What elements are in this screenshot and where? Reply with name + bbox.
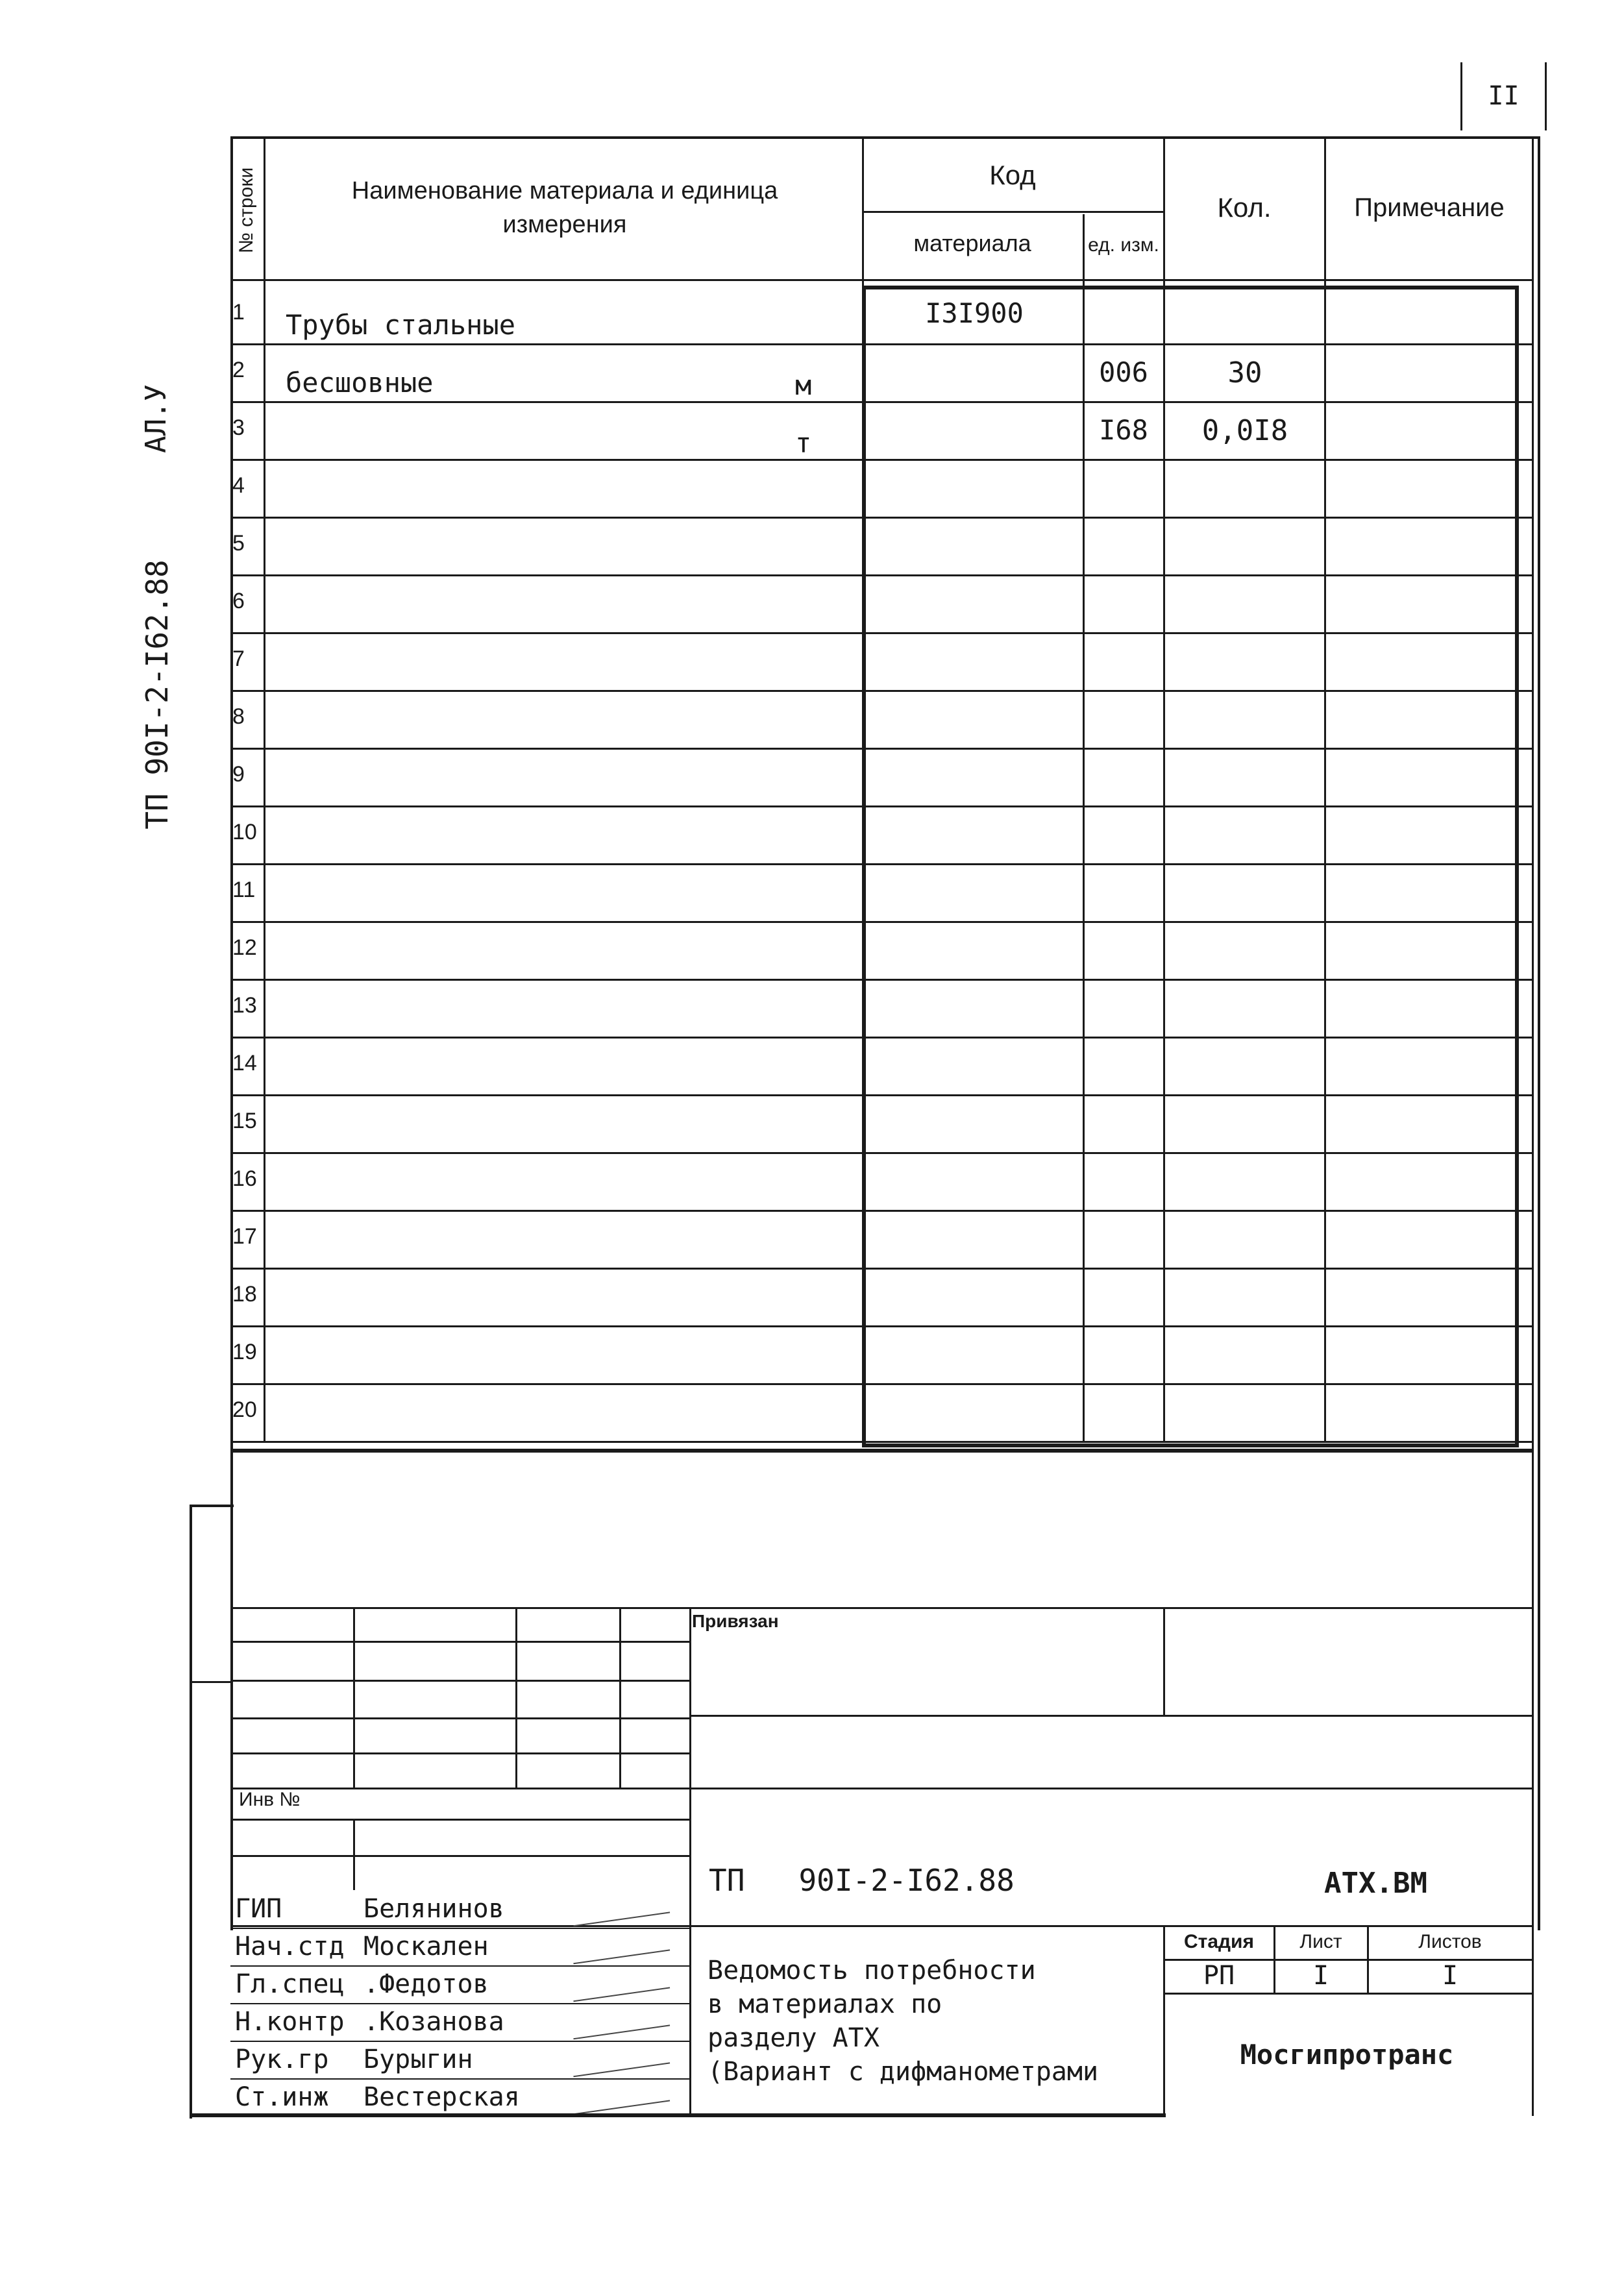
table-row-line xyxy=(230,1325,1532,1327)
row-qty: 30 xyxy=(1227,356,1262,389)
row-number: 11 xyxy=(232,878,256,902)
doc-mark: АТХ.ВМ xyxy=(1324,1867,1427,1900)
signature-scribble xyxy=(570,2037,670,2077)
table-row-line xyxy=(230,632,1532,634)
tb-bottom-line xyxy=(190,2113,1166,2117)
doc-title-line: (Вариант с дифманометрами xyxy=(707,2057,1099,2087)
row-unit-code: 006 xyxy=(1099,356,1148,388)
margin-box xyxy=(190,1505,234,2119)
signature-name: Вестерская xyxy=(363,2082,520,2112)
signature-role: Н.контр xyxy=(235,2007,345,2037)
row-number: 4 xyxy=(232,473,245,498)
row-number: 18 xyxy=(232,1282,257,1307)
doc-title-line: разделу АТХ xyxy=(707,2023,880,2053)
header-qty: Кол. xyxy=(1217,192,1272,223)
signature-role: Нач.стд xyxy=(235,1932,345,1961)
signature-role: ГИП xyxy=(235,1894,282,1924)
table-row-line xyxy=(230,1094,1532,1096)
tb-line-d xyxy=(230,1752,689,1754)
row-number: 6 xyxy=(232,589,245,613)
signature-name: Москален xyxy=(363,1932,489,1961)
row-number: 16 xyxy=(232,1166,257,1191)
row-qty: 0,0I8 xyxy=(1201,414,1288,447)
side-code-label: ТП 90I-2-I62.88 xyxy=(140,559,175,830)
side-album-label-wrap xyxy=(133,383,185,461)
header-rownum: № строки xyxy=(236,167,257,254)
row-number: 14 xyxy=(232,1051,257,1075)
table-row-line xyxy=(230,1037,1532,1039)
row-number: 7 xyxy=(232,646,245,671)
header-code-unit: ед. изм. xyxy=(1088,234,1159,256)
page-number: II xyxy=(1488,81,1519,111)
tb-line-e xyxy=(230,1788,1532,1789)
doc-title-line: в материалах по xyxy=(707,1989,942,2019)
table-row-line xyxy=(230,979,1532,981)
stage-label: Стадия xyxy=(1183,1931,1255,1952)
row-number: 12 xyxy=(232,935,257,960)
stage-value: РП xyxy=(1203,1961,1235,1991)
row-number: 17 xyxy=(232,1224,257,1249)
tb-line-a xyxy=(230,1641,689,1643)
signature-row-line xyxy=(230,2003,689,2004)
header-code: Код xyxy=(989,160,1036,190)
signature-role: Ст.инж xyxy=(235,2082,329,2112)
tb-col-4 xyxy=(689,1607,691,2116)
tb-stage-bottom xyxy=(1163,1993,1532,1995)
tb-line-b xyxy=(230,1680,689,1682)
table-row-line xyxy=(230,401,1532,403)
tb-col-1b xyxy=(353,1819,355,1890)
tb-col-3 xyxy=(619,1607,621,1788)
frame-right-line xyxy=(1532,136,1534,2116)
row-number: 20 xyxy=(232,1397,257,1422)
side-album-label: АЛ.У xyxy=(140,384,173,453)
row-number: 1 xyxy=(232,300,245,325)
signature-row-line xyxy=(230,2078,689,2080)
signature-row-line xyxy=(230,1965,689,1967)
table-row-line xyxy=(230,690,1532,692)
sheet-label: Лист xyxy=(1299,1931,1342,1952)
signature-name: .Федотов xyxy=(363,1969,489,1999)
table-row-line xyxy=(230,1268,1532,1270)
signature-row-line xyxy=(230,2041,689,2042)
signature-scribble xyxy=(570,1999,670,2039)
row-number: 8 xyxy=(232,704,245,729)
row-name: Трубы стальные xyxy=(286,309,516,341)
table-row-line xyxy=(230,343,1532,345)
header-name: Наименование материала и единица измерения xyxy=(351,177,778,238)
signature-scribble xyxy=(570,1961,670,2002)
row-name: бесшовные xyxy=(286,367,434,399)
sheets-value: I xyxy=(1442,1961,1458,1991)
signature-name: .Козанова xyxy=(363,2007,504,2037)
row-code: I3I900 xyxy=(925,297,1024,329)
signature-name: Белянинов xyxy=(363,1894,504,1924)
page-number-box-right xyxy=(1545,62,1547,130)
code-header-split xyxy=(862,211,1163,213)
table-row-line xyxy=(230,517,1532,519)
row-number: 13 xyxy=(232,993,257,1018)
tb-top-line xyxy=(230,1607,1532,1609)
table-row-line xyxy=(230,863,1532,865)
signature-role: Гл.спец xyxy=(235,1969,345,1999)
header-rownum-wrap xyxy=(227,143,266,278)
signature-scribble xyxy=(570,2074,670,2115)
sheets-label: Листов xyxy=(1418,1931,1482,1952)
col-rownum-line xyxy=(264,136,265,1441)
side-code-label-wrap xyxy=(133,513,185,876)
tb-line-f xyxy=(230,1819,689,1821)
row-number: 3 xyxy=(232,415,245,440)
header-note: Примечание xyxy=(1354,193,1505,222)
doc-title xyxy=(707,1954,1162,2089)
tied-label: Привязан xyxy=(692,1611,779,1631)
row-number: 19 xyxy=(232,1340,257,1364)
signature-name: Бурыгин xyxy=(363,2045,473,2074)
tb-col-1 xyxy=(353,1607,355,1788)
tb-tied-bottom xyxy=(689,1715,1532,1717)
table-row-line xyxy=(230,574,1532,576)
table-row-line xyxy=(230,1383,1532,1385)
row-number: 10 xyxy=(232,820,257,844)
sheet-value: I xyxy=(1312,1961,1329,1991)
inv-label: Инв № xyxy=(239,1789,301,1810)
table-row-line xyxy=(230,459,1532,461)
signature-role: Рук.гр xyxy=(235,2045,329,2074)
table-bottom-line xyxy=(230,1449,1532,1453)
row-number: 15 xyxy=(232,1109,257,1133)
row-number: 9 xyxy=(232,762,245,787)
table-row-line xyxy=(230,805,1532,807)
row-unit: м xyxy=(795,369,812,401)
table-row-line xyxy=(230,1210,1532,1212)
tb-line-c xyxy=(230,1717,689,1719)
row-unit: т xyxy=(795,427,812,459)
table-row-line xyxy=(230,1152,1532,1154)
doc-title-line: Ведомость потребности xyxy=(707,1956,1036,1985)
row-number: 5 xyxy=(232,531,245,556)
margin-box-split xyxy=(190,1681,231,1683)
org-name: Мосгипротранс xyxy=(1240,2038,1454,2071)
signature-row-line xyxy=(230,1928,689,1929)
table-row-line xyxy=(230,748,1532,750)
header-bottom-line xyxy=(230,279,1532,281)
header-code-material: материала xyxy=(913,230,1031,256)
doc-code: ТП 90I-2-I62.88 xyxy=(709,1863,1015,1898)
row-unit-code: I68 xyxy=(1099,414,1148,446)
row-number: 2 xyxy=(232,358,245,382)
tb-col-2 xyxy=(515,1607,517,1788)
tb-line-g xyxy=(230,1855,689,1857)
table-row-line xyxy=(230,921,1532,923)
table-row-line xyxy=(230,1441,1532,1443)
tb-tied-split xyxy=(1163,1607,1165,1715)
